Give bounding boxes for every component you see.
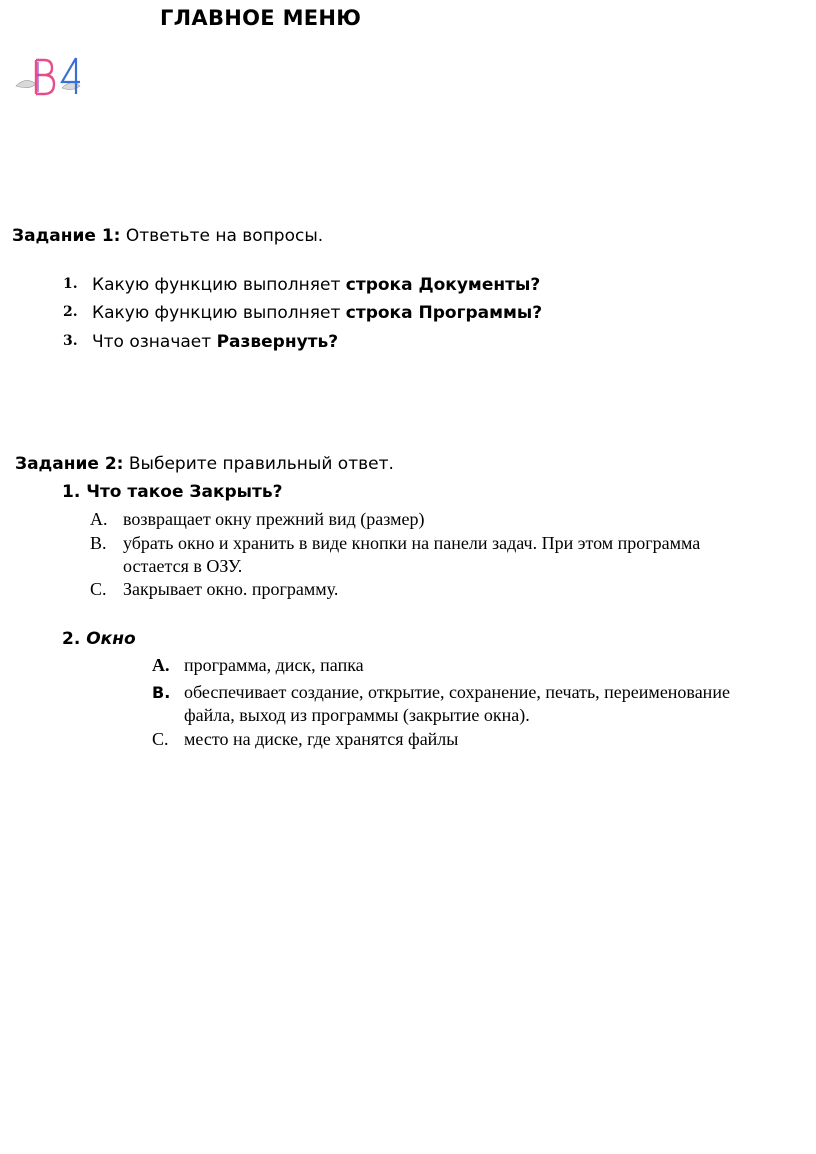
option-text: Закрывает окно. программу. [123,579,339,599]
option-letter: B. [90,533,107,553]
option-text-line-2: файла, выход из программы (закрытие окна). [184,705,530,725]
task2-instruction: Выберите правильный ответ. [128,454,394,474]
question-text: Что такое Закрыть? [86,482,283,502]
task2-q1-option-b [90,533,810,581]
question-number: 1. [62,482,81,502]
task2-q1-option-a [90,509,810,533]
question-number: 1. [63,276,78,292]
task1-heading [12,226,323,246]
option-text-line-2: остается в ОЗУ. [123,556,243,576]
question-term: Развернуть? [216,332,339,352]
option-letter: A. [90,509,108,529]
question-text: Окно [86,629,136,649]
task2-question-1-title [62,482,283,502]
task2-question-2-title [62,629,136,649]
task1-instruction: Ответьте на вопросы. [125,226,324,246]
task1-label: Задание 1: [12,226,121,246]
task2-q2-option-a [152,655,812,679]
b4-logo-icon [14,54,86,100]
task2-q2-option-c [152,729,812,753]
option-letter: C. [90,579,107,599]
question-term: строка Программы? [345,303,543,323]
page-title: ГЛАВНОЕ МЕНЮ [160,6,362,30]
task2-label: Задание 2: [15,454,124,474]
question-number: 2. [63,304,78,320]
task2-heading [15,454,394,474]
question-number: 2. [62,629,81,649]
question-term: строка Документы? [345,275,541,295]
option-letter: B. [152,683,171,702]
b4-logo [14,54,86,100]
option-text-line-1: убрать окно и хранить в виде кнопки на панели задач. При этом программа [123,533,701,553]
option-letter: C. [152,729,169,749]
option-letter: A. [152,655,170,675]
question-text: Что означает [92,332,217,352]
option-text: программа, диск, папка [184,655,364,675]
option-text: место на диске, где хранятся файлы [184,729,459,749]
task2-q1-option-c [90,579,810,603]
option-text-line-1: обеспечивает создание, открытие, сохранение, печать, переименование [184,682,730,702]
question-number: 3. [63,333,78,349]
question-text: Какую функцию выполняет [92,303,346,323]
task2-q2-option-b [152,682,814,730]
option-text: возвращает окну прежний вид (размер) [123,509,425,529]
question-text: Какую функцию выполняет [92,275,346,295]
